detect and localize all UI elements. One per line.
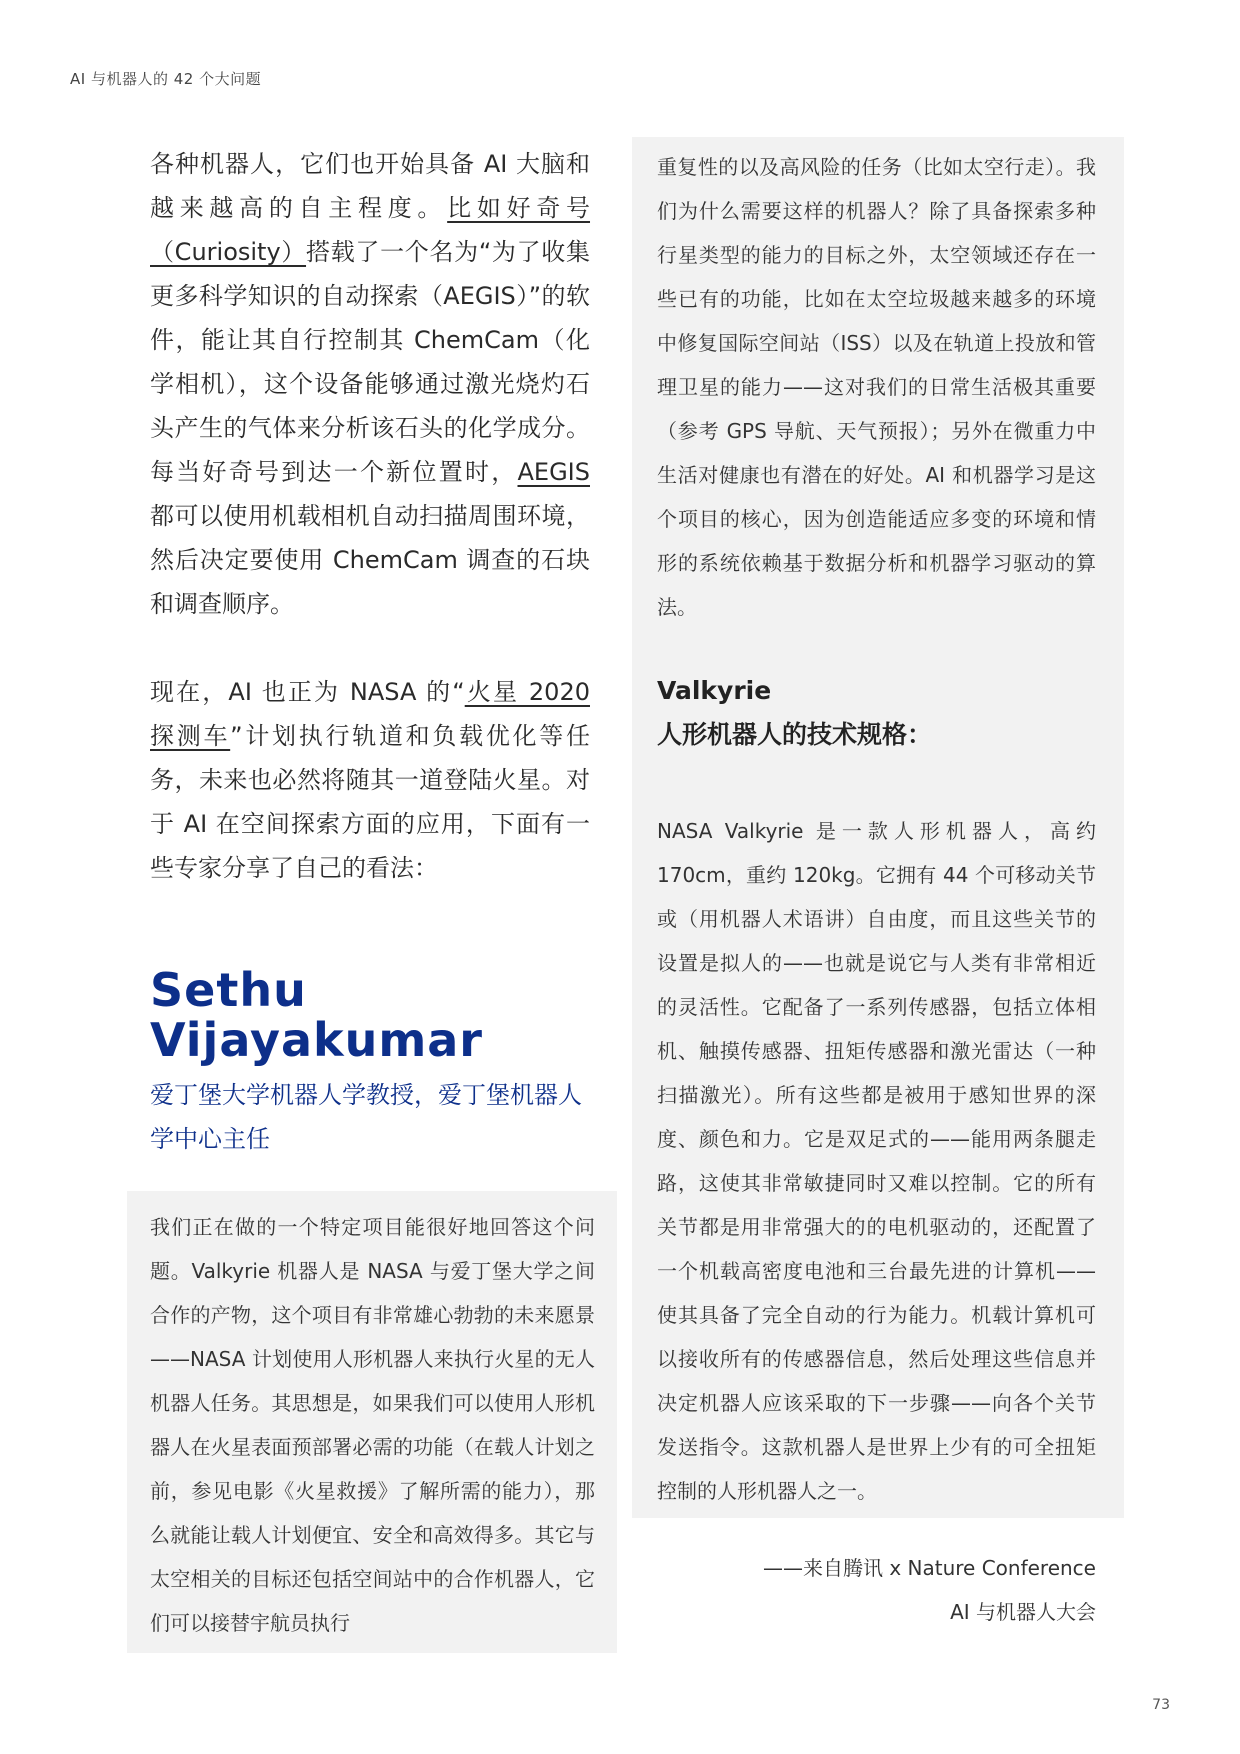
spec-text: NASA Valkyrie 是一款人形机器人，高约 170cm，重约 120kg。它拥有 44 个可移动关节或（用机器人术语讲）自由度，而且这些关节的设置是拟人的——也就是说它与人类有非常相近的灵活性。它配备了一系列传感器，包括立体相机、触摸传感器、扭矩传感器和激光雷达（一种扫描激光）。所有这些都是被用于感知世界的深度、颜色和力。它是双足式的——能用两条腿走路，这使其非常敏捷同时又难以控制。它的所有关节都是用非常强大的的电机驱动的，还配置了一个机载高密度电池和三台最先进的计算机——使其具备了完全自动的行为能力。机载计算机可以接收所有的传感器信息，然后处理这些信息并决定机器人应该采取的下一步骤——向各个关节发送指令。这款机器人是世界上少有的可全扭矩控制的人形机器人之一。 [657,819,1096,1503]
expert-name [150,965,590,1065]
quote-continued-text: 重复性的以及高风险的任务（比如太空行走）。我们为什么需要这样的机器人？除了具备探索多种行星类型的能力的目标之外，太空领域还存在一些已有的功能，比如在太空垃圾越来越多的环境中修复国际空间站（ISS）以及在轨道上投放和管理卫星的能力——这对我们的日常生活极其重要（参考 GPS 导航、天气预报）；另外在微重力中生活对健康也有潜在的好处。AI 和机器学习是这个项目的核心，因为创造能适应多变的环境和情形的系统依赖基于数据分析和机器学习驱动的算法。 [657,155,1096,619]
aegis-link[interactable]: AEGIS [517,458,590,486]
expert-name-last: Vijayakumar [150,1013,483,1067]
intro-text-2: 搭载了一个名为“为了收集更多科学知识的自动探索（AEGIS）”的软件，能让其自行控制其 ChemCam（化学相机），这个设备能够通过激光烧灼石头产生的气体来分析该石头的化学成分。每当好奇号到达一个新位置时， [150,238,590,486]
attribution-line2: AI 与机器人大会 [950,1600,1096,1624]
left-column [150,142,590,1161]
intro-text-1: 各种机器人，它们也开始具备 AI 大脑和越来越高的自主程度。 [150,150,590,222]
mars-text-1: 现在，AI 也正为 NASA 的“ [150,678,465,706]
curiosity-link[interactable]: 比如好奇号（Curiosity） [150,194,591,266]
spec-heading-line1: Valkyrie [657,676,772,705]
mars-2020-link[interactable]: 火星 2020 探测车 [150,678,590,750]
page-number: 73 [1152,1697,1170,1713]
intro-text-3: 都可以使用机载相机自动扫描周围环境，然后决定要使用 ChemCam 调查的石块和调查顺序。 [150,502,590,618]
expert-quote-box [127,1191,617,1653]
running-header: AI 与机器人的 42 个大问题 [70,70,262,88]
expert-name-first: Sethu [150,963,307,1017]
spec-heading [657,669,1096,757]
intro-paragraph [150,142,590,626]
attribution [632,1546,1096,1634]
mars-text-2: ”计划执行轨道和负载优化等任务，未来也必然将随其一道登陆火星。对于 AI 在空间探索方面的应用，下面有一些专家分享了自己的看法： [150,722,590,882]
expert-title: 爱丁堡大学机器人学教授，爱丁堡机器人学中心主任 [150,1081,582,1153]
spec-heading-line2: 人形机器人的技术规格： [657,720,933,749]
mars-paragraph [150,670,590,890]
sidebar-box [632,137,1124,1518]
attribution-line1: ——来自腾讯 x Nature Conference [762,1556,1096,1580]
expert-quote-text: 我们正在做的一个特定项目能很好地回答这个问题。Valkyrie 机器人是 NASA 与爱丁堡大学之间合作的产物，这个项目有非常雄心勃勃的未来愿景——NASA 计划使用人形机器人来执行火星的无人机器人任务。其思想是，如果我们可以使用人形机器人在火星表面预部署必需的功能（在载人计划之前，参见电影《火星救援》了解所需的能力），那么就能让载人计划便宜、安全和高效得多。其它与太空相关的目标还包括空间站中的合作机器人，它们可以接替宇航员执行 [150,1215,595,1635]
